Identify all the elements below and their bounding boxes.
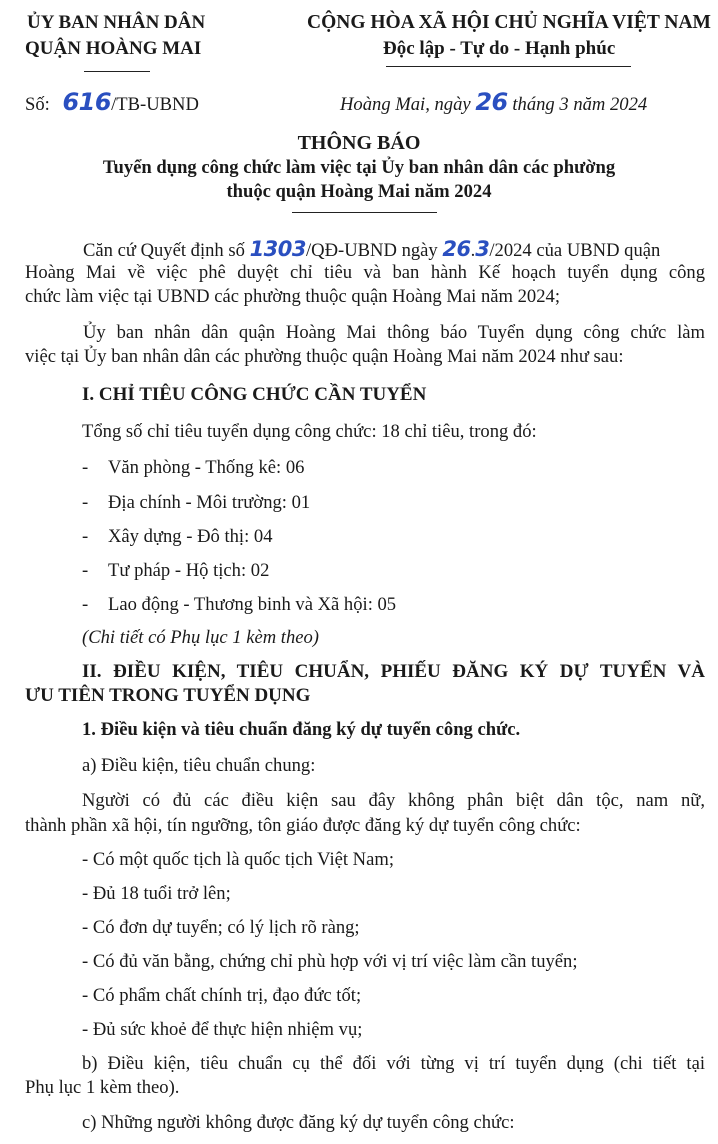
doc-subtitle-line2: thuộc quận Hoàng Mai năm 2024 (226, 181, 492, 202)
condition-item: - Có phẩm chất chính trị, đạo đức tốt; (82, 985, 362, 1006)
section2-a-label: a) Điều kiện, tiêu chuẩn chung: (82, 755, 316, 776)
text-run: /2024 (489, 240, 532, 261)
national-title: CỘNG HÒA XÃ HỘI CHỦ NGHĨA VIỆT NAM (307, 12, 711, 33)
section2-a-intro-line1: Người có đủ các điều kiện sau đây không phân biệt dân tộc, nam nữ, (82, 790, 705, 811)
text-run: /QĐ-UBND ngày (306, 240, 443, 261)
title-underline (292, 212, 437, 213)
section2-heading-line1: II. ĐIỀU KIỆN, TIÊU CHUẨN, PHIẾU ĐĂNG KÝ DỰ TUYỂN VÀ (82, 661, 705, 682)
intro-p1-line3: chức làm việc tại UBND các phường thuộc quận Hoàng Mai năm 2024; (25, 286, 560, 307)
text-run: . (470, 240, 476, 261)
section2-b-line2: Phụ lục 1 kèm theo). (25, 1077, 180, 1098)
issuer-line1: ỦY BAN NHÂN DÂN (27, 12, 206, 33)
intro-p1-line2: Hoàng Mai về việc phê duyệt chỉ tiêu và ban hành Kế hoạch tuyển dụng công (25, 262, 705, 283)
quota-label: Địa chính - Môi trường: 01 (108, 492, 311, 513)
national-motto: Độc lập - Tự do - Hạnh phúc (383, 38, 616, 59)
condition-item: - Có đơn dự tuyển; có lý lịch rõ ràng; (82, 917, 360, 938)
doc-heading: THÔNG BÁO (297, 132, 421, 154)
handwritten-decision-month: 3 (475, 237, 490, 261)
motto-underline (386, 66, 631, 67)
intro-p2-line2: việc tại Ủy ban nhân dân các phường thuộc quận Hoàng Mai năm 2024 như sau: (25, 346, 624, 367)
section1-heading: I. CHỈ TIÊU CÔNG CHỨC CẦN TUYỂN (82, 384, 427, 405)
so-label: Số: (25, 94, 50, 115)
text-run: của UBND quận (531, 240, 661, 261)
handwritten-number: 616 (62, 88, 112, 116)
section2-sub1: 1. Điều kiện và tiêu chuẩn đăng ký dự tuyển công chức. (82, 719, 521, 740)
list-dash: - (82, 492, 89, 513)
section2-heading-line2: ƯU TIÊN TRONG TUYỂN DỤNG (25, 685, 311, 706)
issuer-line2: QUẬN HOÀNG MAI (25, 38, 202, 59)
list-dash: - (82, 526, 89, 547)
quota-label: Tư pháp - Hộ tịch: 02 (108, 560, 270, 581)
list-dash: - (82, 560, 89, 581)
intro-p1-line1 (83, 237, 660, 263)
condition-item: - Đủ sức khoẻ để thực hiện nhiệm vụ; (82, 1019, 363, 1040)
section2-a-intro-line2: thành phần xã hội, tín ngưỡng, tôn giáo được đăng ký dự tuyển công chức: (25, 815, 581, 836)
list-dash: - (82, 457, 89, 478)
condition-item: - Có một quốc tịch là quốc tịch Việt Nam; (82, 849, 394, 870)
doc-subtitle-line1: Tuyển dụng công chức làm việc tại Ủy ban nhân dân các phường (102, 157, 616, 178)
list-dash: - (82, 594, 89, 615)
handwritten-decision-number: 1303 (249, 237, 307, 261)
condition-item: - Có đủ văn bằng, chứng chỉ phù hợp với vị trí việc làm cần tuyển; (82, 951, 578, 972)
section2-c-line: c) Những người không được đăng ký dự tuyển công chức: (82, 1112, 515, 1133)
text-run: Căn cứ Quyết định số (83, 240, 250, 261)
document-number (25, 88, 199, 116)
quota-label: Văn phòng - Thống kê: 06 (108, 457, 305, 478)
section2-b-line1: b) Điều kiện, tiêu chuẩn cụ thể đối với từng vị trí tuyển dụng (chi tiết tại (82, 1053, 705, 1074)
quota-item (82, 491, 310, 515)
quota-item (82, 593, 396, 617)
section1-total: Tổng số chỉ tiêu tuyển dụng công chức: 18 chỉ tiêu, trong đó: (82, 421, 537, 442)
section1-note: (Chi tiết có Phụ lục 1 kèm theo) (82, 627, 319, 648)
place-date (340, 88, 647, 116)
quota-label: Lao động - Thương binh và Xã hội: 05 (108, 594, 397, 615)
handwritten-decision-day: 26 (442, 237, 471, 261)
place-date-prefix: Hoàng Mai, ngày (340, 94, 476, 115)
quota-label: Xây dựng - Đô thị: 04 (108, 526, 273, 547)
quota-item (82, 559, 269, 583)
so-suffix: /TB-UBND (111, 94, 199, 115)
date-suffix: tháng 3 năm 2024 (507, 94, 648, 115)
intro-p2-line1: Ủy ban nhân dân quận Hoàng Mai thông báo Tuyển dụng công chức làm (83, 322, 705, 343)
condition-item: - Đủ 18 tuổi trở lên; (82, 883, 231, 904)
quota-item (82, 525, 273, 549)
quota-item (82, 456, 304, 480)
handwritten-day: 26 (475, 88, 508, 116)
issuer-underline (84, 71, 150, 72)
